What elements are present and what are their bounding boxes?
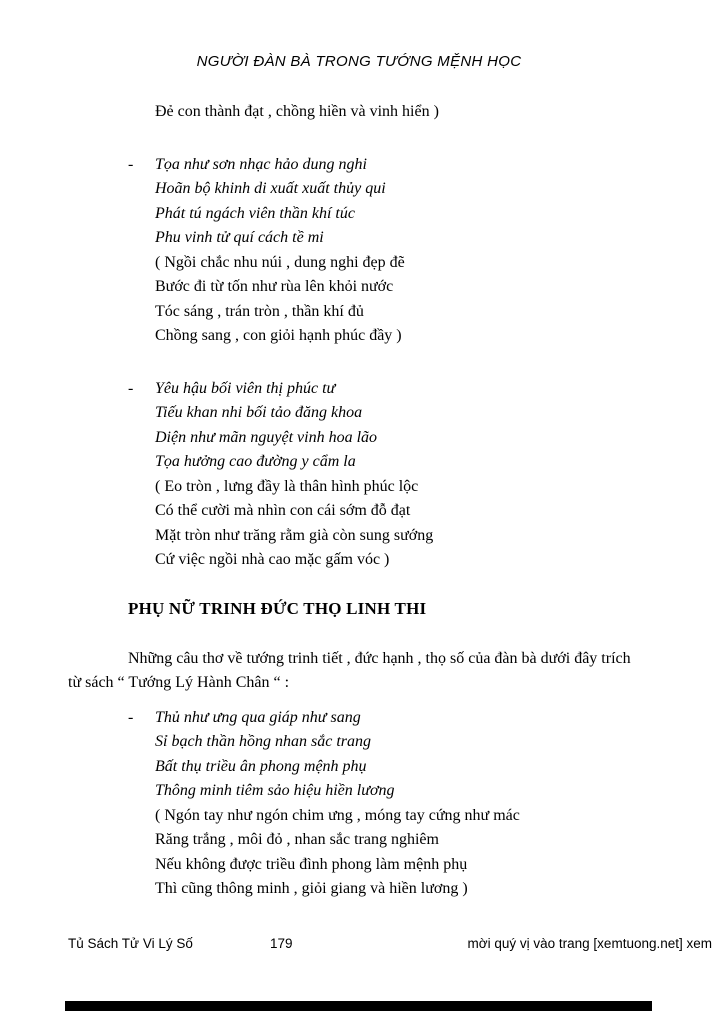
translation-line: Có thể cười mà nhìn con cái sớm đỗ đạt <box>155 502 411 519</box>
list-dash: - <box>128 379 134 397</box>
stanza-3 <box>68 706 650 902</box>
translation-line: ( Eo tròn , lưng đầy là thân hình phúc lộc <box>155 477 419 495</box>
translation-line: Thì cũng thông minh , giỏi giang và hiền lương ) <box>155 880 468 897</box>
translation-line: Bước đi từ tốn như rùa lên khỏi nước <box>155 278 394 295</box>
verse-line <box>68 153 650 178</box>
verse-line: Diện như mãn nguyệt vinh hoa lão <box>155 428 378 446</box>
translation-line: Tóc sáng , trán tròn , thần khí đủ <box>155 302 364 320</box>
stanza-2 <box>68 377 650 573</box>
scan-artifact-bar <box>65 1001 652 1011</box>
list-dash: - <box>128 155 134 173</box>
page-footer <box>0 933 717 955</box>
verse-line <box>68 377 650 402</box>
verse-text: Tọa như sơn nhạc hảo dung nghi <box>155 155 367 173</box>
paragraph-line: Những câu thơ về tướng trinh tiết , đức hạnh , thọ số của đàn bà dưới đây trích <box>128 649 631 667</box>
translation-line: ( Ngồi chắc nhu núi , dung nghi đẹp đẽ <box>155 253 405 271</box>
verse-line: Sỉ bạch thần hồng nhan sắc trang <box>155 733 371 750</box>
stanza-1 <box>68 153 650 349</box>
verse-text: Yêu hậu bối viên thị phúc tư <box>155 379 336 397</box>
verse-line: Phu vinh tử quí cách tề mi <box>155 229 324 246</box>
list-dash: - <box>128 708 134 726</box>
translation-line: Răng trắng , môi đỏ , nhan sắc trang nghiêm <box>155 831 439 848</box>
translation-line: Cứ việc ngồi nhà cao mặc gấm vóc ) <box>155 551 390 568</box>
verse-line: Tọa hưởng cao đường y cẩm la <box>155 453 356 470</box>
translation-line: Nếu không được triều đình phong làm mệnh phụ <box>155 855 468 873</box>
carryover-line: Đẻ con thành đạt , chồng hiền và vinh hiển ) <box>155 103 439 120</box>
verse-line: Tiếu khan nhi bối tảo đăng khoa <box>155 404 363 421</box>
footer-series-title: Tủ Sách Tử Vi Lý Số <box>68 936 193 951</box>
verse-line: Hoãn bộ khinh di xuất xuất thủy qui <box>155 180 386 197</box>
section-heading: PHỤ NỮ TRINH ĐỨC THỌ LINH THI <box>128 598 427 618</box>
footer-site-note: mời quý vị vào trang [xemtuong.net] xem <box>467 936 712 951</box>
verse-line: Bất thụ triều ân phong mệnh phụ <box>155 757 367 775</box>
translation-line: Chồng sang , con giỏi hạnh phúc đầy ) <box>155 327 402 344</box>
verse-line: Thông minh tiêm sảo hiệu hiền lương <box>155 782 395 799</box>
running-header: NGƯỜI ĐÀN BÀ TRONG TƯỚNG MỆNH HỌC <box>196 53 522 70</box>
page-number: 179 <box>270 936 293 951</box>
paragraph-line: từ sách “ Tướng Lý Hành Chân “ : <box>68 674 290 691</box>
verse-line: Phát tú ngách viên thần khí túc <box>155 204 355 222</box>
verse-text: Thủ như ưng qua giáp như sang <box>155 708 361 726</box>
translation-line: Mặt tròn như trăng rằm già còn sung sướng <box>155 526 434 544</box>
intro-paragraph <box>68 647 650 696</box>
verse-line <box>68 706 650 731</box>
translation-line: ( Ngón tay như ngón chim ưng , móng tay cứng như mác <box>155 806 520 824</box>
